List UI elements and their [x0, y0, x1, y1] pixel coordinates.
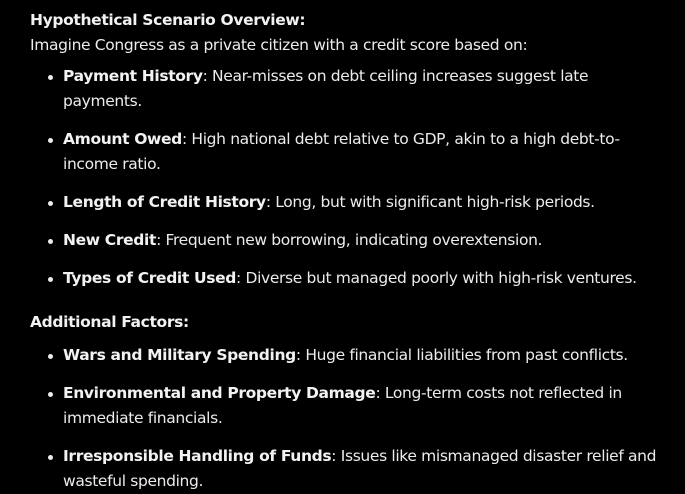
list-item-term: Amount Owed [63, 130, 182, 148]
list-item-term: Length of Credit History [63, 193, 266, 211]
scenario-intro: Imagine Congress as a private citizen with a credit score based on: [30, 36, 528, 54]
credit-factors-list [30, 64, 660, 291]
list-item-text: : Diverse but managed poorly with high-risk ventures. [236, 269, 637, 287]
list-item [30, 343, 660, 368]
list-item-term: New Credit [63, 231, 157, 249]
list-item-term: Payment History [63, 67, 203, 85]
list-item-term: Environmental and Property Damage [63, 384, 376, 402]
list-item-text: : Huge financial liabilities from past conflicts. [295, 346, 628, 364]
additional-factors-list [30, 343, 660, 494]
list-item [30, 127, 660, 177]
list-item [30, 266, 660, 291]
list-item [30, 444, 660, 494]
message-content [30, 8, 660, 494]
list-item-text: : Long, but with significant high-risk periods. [265, 193, 595, 211]
list-item [30, 381, 660, 431]
scenario-heading: Hypothetical Scenario Overview: [30, 11, 306, 29]
list-item [30, 64, 660, 114]
list-item-term: Types of Credit Used [63, 269, 237, 287]
list-item-text: : Long-term costs not reflected in immediate financials. [63, 384, 622, 427]
list-item-text: : Near-misses on debt ceiling increases suggest late payments. [63, 67, 589, 110]
list-item-text: : Frequent new borrowing, indicating overextension. [156, 231, 543, 249]
list-item-term: Irresponsible Handling of Funds [63, 447, 332, 465]
list-item-text: : Issues like mismanaged disaster relief and wasteful spending. [63, 447, 657, 490]
list-item [30, 228, 660, 253]
additional-factors-heading: Additional Factors: [30, 313, 189, 331]
list-item-text: : High national debt relative to GDP, akin to a high debt-to-income ratio. [63, 130, 620, 173]
list-item-term: Wars and Military Spending [63, 346, 296, 364]
list-item [30, 190, 660, 215]
